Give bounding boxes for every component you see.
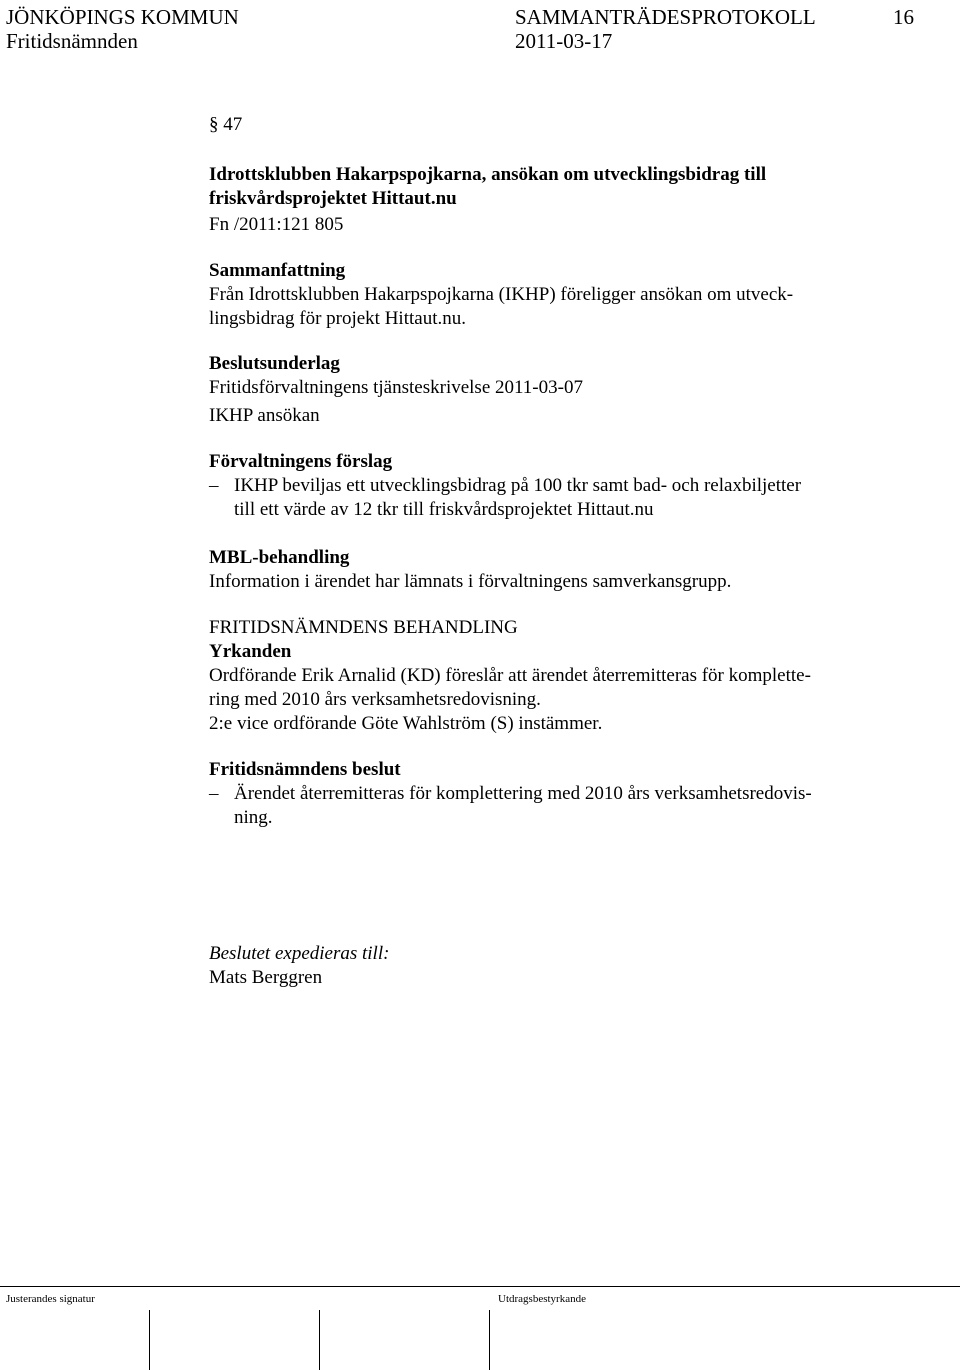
- beslut-dash: –: [209, 783, 219, 804]
- beslut-line-2: ning.: [234, 807, 273, 828]
- beslut-heading: Fritidsnämndens beslut: [209, 759, 401, 780]
- yrkanden-line-2: ring med 2010 års verksamhetsredovisning.: [209, 689, 541, 710]
- expedieras-label: Beslutet expedieras till:: [209, 943, 390, 964]
- sammanfattning-line-1: Från Idrottsklubben Hakarpspojkarna (IKHP) föreligger ansökan om utveck-: [209, 284, 794, 305]
- case-number: Fn /2011:121 805: [209, 214, 344, 235]
- mbl-text: Information i ärendet har lämnats i förvaltningens samverkansgrupp.: [209, 571, 732, 592]
- forslag-line-1: IKHP beviljas ett utvecklingsbidrag på 100 tkr samt bad- och relaxbiljetter: [234, 475, 802, 496]
- mbl-heading: MBL-behandling: [209, 547, 350, 568]
- committee-name: Fritidsnämnden: [6, 29, 138, 53]
- page-number: 16: [893, 5, 914, 29]
- yrkanden-line-3: 2:e vice ordförande Göte Wahlström (S) instämmer.: [209, 713, 603, 734]
- signature-box-divider-1: [149, 1310, 150, 1370]
- meeting-date: 2011-03-17: [515, 29, 613, 53]
- yrkanden-line-1: Ordförande Erik Arnalid (KD) föreslår att ärendet återremitteras för komplette-: [209, 665, 811, 686]
- beslutsunderlag-heading: Beslutsunderlag: [209, 353, 340, 374]
- beslut-line-1: Ärendet återremitteras för komplettering med 2010 års verksamhetsredovis-: [234, 783, 812, 804]
- paragraph-title-line-1: Idrottsklubben Hakarpspojkarna, ansökan om utvecklingsbidrag till: [209, 164, 767, 185]
- sammanfattning-heading: Sammanfattning: [209, 260, 346, 281]
- forslag-heading: Förvaltningens förslag: [209, 451, 393, 472]
- paragraph-title-line-2: friskvårdsprojektet Hittaut.nu: [209, 188, 457, 209]
- forslag-dash: –: [209, 475, 219, 496]
- yrkanden-heading: Yrkanden: [209, 641, 292, 662]
- behandling-heading: FRITIDSNÄMNDENS BEHANDLING: [209, 617, 518, 638]
- signature-label: Justerandes signatur: [6, 1293, 95, 1305]
- signature-box-divider-2: [319, 1310, 320, 1370]
- beslutsunderlag-item-2: IKHP ansökan: [209, 405, 320, 426]
- document-type: SAMMANTRÄDESPROTOKOLL: [515, 5, 816, 29]
- forslag-line-2: till ett värde av 12 tkr till friskvårdsprojektet Hittaut.nu: [234, 499, 654, 520]
- beslutsunderlag-item-1: Fritidsförvaltningens tjänsteskrivelse 2011-03-07: [209, 377, 583, 398]
- signature-box-divider-3: [489, 1310, 490, 1370]
- org-name: JÖNKÖPINGS KOMMUN: [6, 5, 239, 29]
- expedieras-recipient: Mats Berggren: [209, 967, 323, 988]
- footer-top-rule: [0, 1286, 960, 1287]
- sammanfattning-line-2: lingsbidrag för projekt Hittaut.nu.: [209, 308, 466, 329]
- paragraph-number: § 47: [209, 114, 243, 135]
- extract-certification-label: Utdragsbestyrkande: [498, 1293, 586, 1305]
